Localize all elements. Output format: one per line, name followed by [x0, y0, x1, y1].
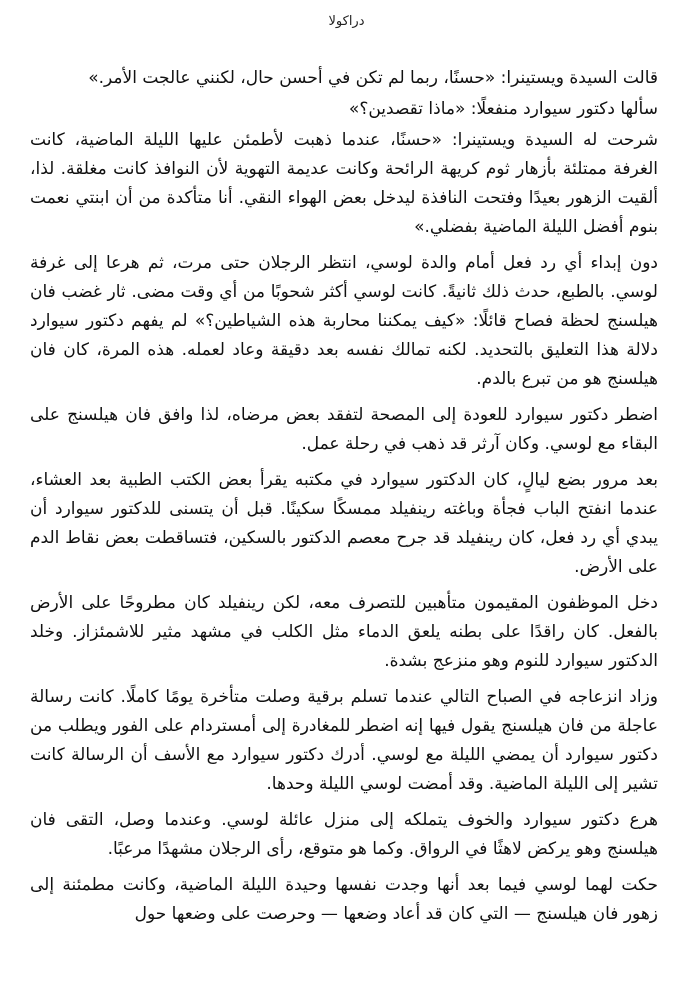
paragraph: دون إبداء أي رد فعل أمام والدة لوسي، انتظر الرجلان حتى مرت، ثم هرعا إلى غرفة لوسي. بالطبع، حدث ذلك ثانيةً. كانت لوسي أكثر شحوبًا من أي وقت مضى. ثار غضب فان هيلسنج لحظة فصاح قائلًا: «كيف يمكننا محاربة هذه الشياطين؟» لم يفهم دكتور سيوارد دلالة هذا التعليق بالتحديد. لكنه تمالك نفسه بعد دقيقة وعاد لعمله. هذه المرة، كان فان هيلسنج هو من تبرع بالدم.: [30, 253, 658, 389]
running-header: دراكولا: [328, 14, 365, 29]
paragraph: قالت السيدة ويستينرا: «حسنًا، ربما لم تكن في أحسن حال، لكنني عالجت الأمر.»: [88, 68, 658, 88]
paragraph: حكت لهما لوسي فيما بعد أنها وجدت نفسها وحيدة الليلة الماضية، وكانت مطمئنة إلى زهور فان هيلسنج — التي كان قد أعاد وضعها — وحرصت على وضعها حول: [30, 875, 658, 924]
paragraph: بعد مرور بضع ليالٍ، كان الدكتور سيوارد في مكتبه يقرأ بعض الكتب الطبية بعد العشاء، عندما انفتح الباب فجأة وباغته رينفيلد ممسكًا سكينًا. قبل أن يتسنى للدكتور سيوارد أن يبدي أي رد فعل، كان رينفيلد قد جرح معصم الدكتور بالسكين، فتساقطت بعض نقاط الدم على الأرض.: [30, 470, 658, 577]
paragraph: اضطر دكتور سيوارد للعودة إلى المصحة لتفقد بعض مرضاه، لذا وافق فان هيلسنج على البقاء مع لوسي. وكان آرثر قد ذهب في رحلة عمل.: [30, 405, 658, 454]
page-body: [30, 64, 658, 936]
paragraph: شرحت له السيدة ويستينرا: «حسنًا، عندما ذهبت لأطمئن عليها الليلة الماضية، كانت الغرفة ممتلئة بأزهار ثوم كريهة الرائحة وكانت عديمة التهوية لأن النوافذ كانت مغلقة. لذا، ألقيت الزهور بعيدًا وفتحت النافذة ليدخل بعض الهواء النقي. أنا متأكدة من أن ابنتي نعمت بنوم أفضل الليلة الماضية بفضلي.»: [30, 130, 658, 237]
paragraph: دخل الموظفون المقيمون متأهبين للتصرف معه، لكن رينفيلد كان مطروحًا على الأرض بالفعل. كان راقدًا على بطنه يلعق الدماء مثل الكلب في مشهد مثير للاشمئزاز. وخلد الدكتور سيوارد للنوم وهو منزعج بشدة.: [30, 593, 658, 671]
paragraph: وزاد انزعاجه في الصباح التالي عندما تسلم برقية وصلت متأخرة يومًا كاملًا. كانت رسالة عاجلة من فان هيلسنج يقول فيها إنه اضطر للمغادرة إلى أمستردام على الفور ويطلب من دكتور سيوارد أن يمضي الليلة مع لوسي. أدرك دكتور سيوارد مع الأسف أن الرسالة كانت تشير إلى الليلة الماضية. وقد أمضت لوسي الليلة وحدها.: [30, 687, 658, 794]
paragraph: هرع دكتور سيوارد والخوف يتملكه إلى منزل عائلة لوسي. وعندما وصل، التقى فان هيلسنج وهو يركض لاهثًا في الرواق. وكما هو متوقع، رأى الرجلان مشهدًا مرعبًا.: [30, 810, 658, 859]
paragraph: سألها دكتور سيوارد منفعلًا: «ماذا تقصدين؟»: [348, 99, 658, 119]
